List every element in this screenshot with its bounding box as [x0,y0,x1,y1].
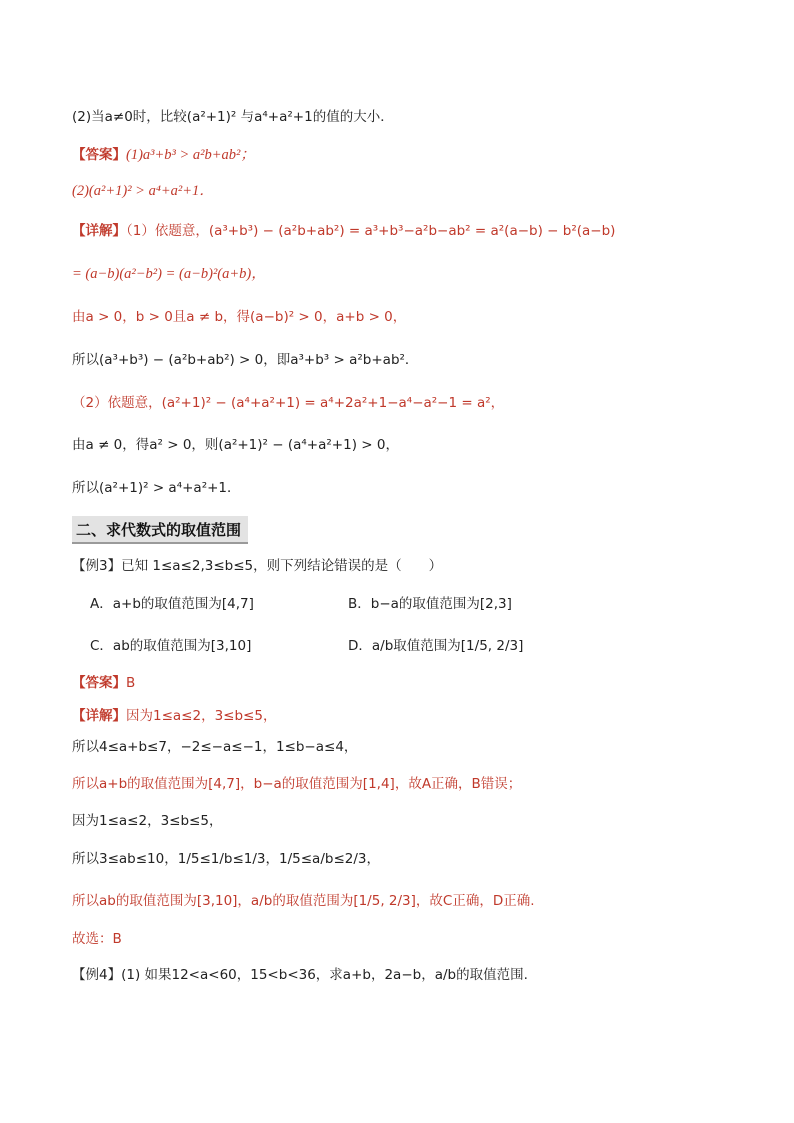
answer-1 [72,144,255,166]
detail-1 [72,220,615,242]
detail-1-line-3: 由a > 0，b > 0且a ≠ b，得(a−b)² > 0，a+b > 0， [72,309,407,325]
example-3-detail [72,705,276,727]
detail-tag: 【详解】 [72,223,126,239]
example-3-answer [72,672,135,694]
option-c: C．ab的取值范围为[3,10] [90,638,252,654]
answer-1-text: (1)a³+b³ > a²b+ab²； [126,147,255,163]
question-part-2: (2)当a≠0时，比较(a²+1)² 与a⁴+a²+1的值的大小． [72,109,394,125]
option-b: B．b−a的取值范围为[2,3] [348,596,512,612]
answer-tag: 【答案】 [72,147,126,163]
detail-1-line-2: = (a−b)(a²−b²) = (a−b)²(a+b)， [72,266,266,282]
example-3-detail-line-5: 所以3≤ab≤10，1/5≤1/b≤1/3，1/5≤a/b≤2/3， [72,851,380,867]
option-d: D．a/b取值范围为[1/5, 2/3] [348,638,524,654]
detail-1-text: （1）依题意，(a³+b³) − (a²b+ab²) = a³+b³−a²b−ab² = a²(a−b) − b²(a−b) [126,223,616,239]
detail-1-line-7: 所以(a²+1)² > a⁴+a²+1． [72,480,241,496]
example-4-question: 【例4】(1) 如果12<a<60，15<b<36，求a+b，2a−b，a/b的取值范围. [72,967,528,983]
detail-1-line-4: 所以(a³+b³) − (a²b+ab²) > 0，即a³+b³ > a²b+ab²． [72,352,419,368]
example-3-detail-line-6: 所以ab的取值范围为[3,10]，a/b的取值范围为[1/5, 2/3]，故C正确，D正确. [72,893,535,909]
detail-1-line-6: 由a ≠ 0，得a² > 0，则(a²+1)² − (a⁴+a²+1) > 0， [72,437,399,453]
detail-text: 因为1≤a≤2，3≤b≤5， [126,708,277,724]
detail-tag: 【详解】 [72,708,126,724]
example-3-detail-line-3: 所以a+b的取值范围为[4,7]，b−a的取值范围为[1,4]，故A正确，B错误； [72,776,522,792]
answer-value: B [126,675,136,691]
example-3-conclusion: 故选：B [72,931,122,947]
section-header [72,516,248,544]
section-title: 二、求代数式的取值范围 [76,521,242,539]
example-3-detail-line-4: 因为1≤a≤2，3≤b≤5， [72,813,223,829]
example-3-question: 【例3】已知 1≤a≤2,3≤b≤5，则下列结论错误的是（ ） [72,558,443,574]
option-a: A．a+b的取值范围为[4,7] [90,596,254,612]
answer-1-part-2: (2)(a²+1)² > a⁴+a²+1． [72,183,214,199]
answer-tag: 【答案】 [72,675,126,691]
example-3-detail-line-2: 所以4≤a+b≤7，−2≤−a≤−1，1≤b−a≤4， [72,739,358,755]
detail-1-line-5: （2）依题意，(a²+1)² − (a⁴+a²+1) = a⁴+2a²+1−a⁴−a²−1 = a²， [72,395,505,411]
